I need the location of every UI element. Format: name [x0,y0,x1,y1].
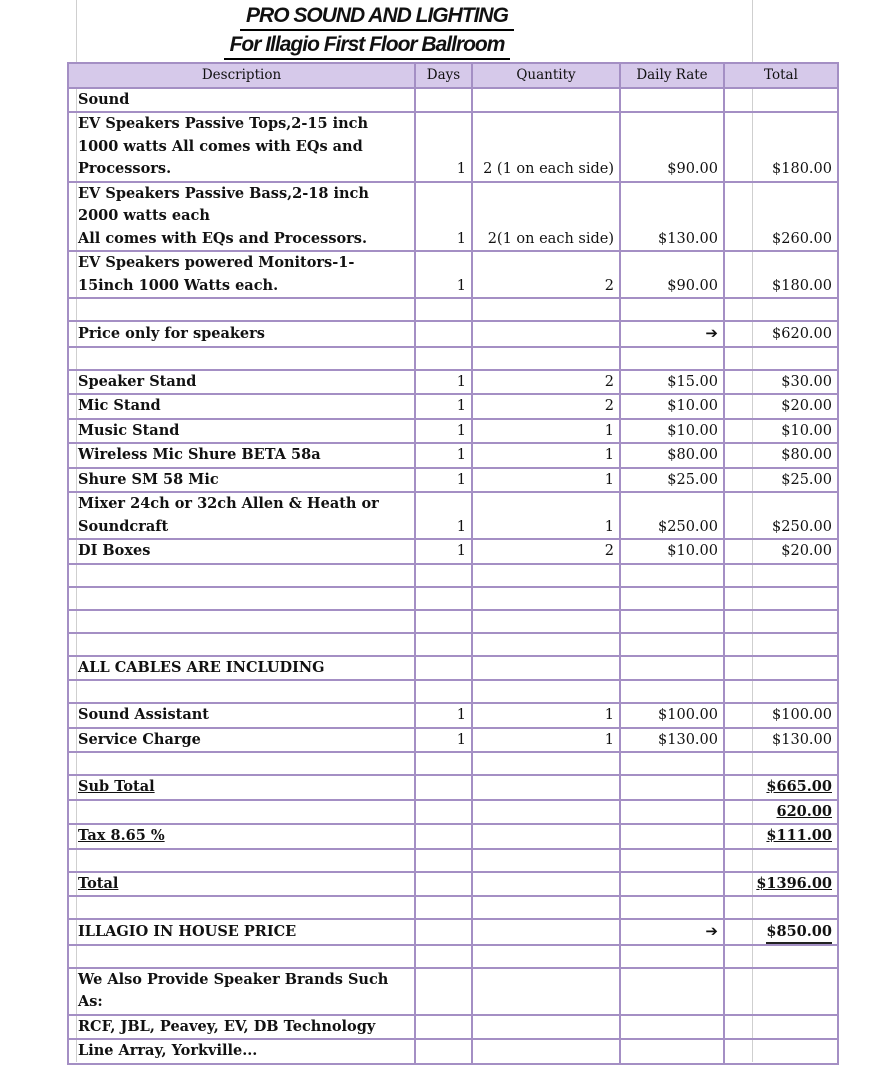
table-row [68,539,838,564]
item-rate: $90.00 [620,112,724,182]
total-row [68,872,838,897]
cables-note-row [68,656,838,681]
item-total: $260.00 [724,182,838,252]
table-row [68,443,838,468]
empty-row [68,633,838,656]
in-house-price-row [68,919,838,945]
item-quantity: 1 [472,492,620,539]
item-rate: $10.00 [620,539,724,564]
item-total: $80.00 [724,443,838,468]
speaker-price-total: $620.00 [724,321,838,347]
item-quantity: 2 [472,539,620,564]
in-house-price-value: $850.00 [766,922,832,944]
item-days: 1 [415,112,472,182]
subtotal-row [68,775,838,800]
speaker-price-row [68,321,838,347]
total-value: $1396.00 [756,874,832,892]
section-row-sound [68,88,838,113]
item-days: 1 [415,182,472,252]
item-days: 1 [415,251,472,298]
item-quantity: 2 [472,394,620,419]
in-house-price-label: ILLAGIO IN HOUSE PRICE [68,919,415,945]
item-description: EV Speakers Passive Bass,2-18 inch 2000 watts each All comes with EQs and Processors. [68,182,415,252]
total-label: Total [78,874,119,892]
tax-row [68,824,838,849]
empty-row [68,587,838,610]
section-label: Sound [68,88,415,113]
empty-row [68,298,838,321]
item-quantity: 2 [472,370,620,395]
speaker-price-label: Price only for speakers [68,321,415,347]
item-rate: $90.00 [620,251,724,298]
table-row [68,370,838,395]
empty-row [68,680,838,703]
item-total: $250.00 [724,492,838,539]
item-total: $20.00 [724,539,838,564]
item-rate: $130.00 [620,728,724,753]
arrow-right-icon: ➔ [705,922,718,940]
item-total: $100.00 [724,703,838,728]
item-days: 1 [415,443,472,468]
table-row [68,468,838,493]
table-row [68,728,838,753]
item-rate: $80.00 [620,443,724,468]
empty-row [68,610,838,633]
empty-row [68,347,838,370]
tax-value: $111.00 [766,827,832,844]
item-rate: $25.00 [620,468,724,493]
item-total: $30.00 [724,370,838,395]
empty-row [68,564,838,587]
item-rate: $15.00 [620,370,724,395]
item-description: Mic Stand [68,394,415,419]
brands-list: RCF, JBL, Peavey, EV, DB Technology [68,1015,415,1040]
item-description: Shure SM 58 Mic [68,468,415,493]
empty-row [68,896,838,919]
item-days: 1 [415,728,472,753]
item-total: $180.00 [724,112,838,182]
table-row [68,703,838,728]
item-days: 1 [415,492,472,539]
subtotal-value: $665.00 [766,778,832,795]
table-row [68,394,838,419]
item-days: 1 [415,468,472,493]
subtotal-label: Sub Total [78,778,155,795]
item-rate: $130.00 [620,182,724,252]
cables-note: ALL CABLES ARE INCLUDING [68,656,415,681]
item-description: EV Speakers powered Monitors-1- 15inch 1000 Watts each. [68,251,415,298]
brands-note: We Also Provide Speaker Brands Such As: [68,968,415,1015]
brands-list-more: Line Array, Yorkville... [68,1039,415,1064]
column-header-description: Description [68,63,415,88]
item-days: 1 [415,394,472,419]
header-row [68,63,838,88]
empty-row [68,945,838,968]
brands-row [68,1039,838,1064]
brands-row [68,1015,838,1040]
column-header-days: Days [415,63,472,88]
item-total: $180.00 [724,251,838,298]
item-days: 1 [415,703,472,728]
table-row [68,251,838,298]
item-quantity: 2 [472,251,620,298]
item-quantity: 1 [472,703,620,728]
item-total: $10.00 [724,419,838,444]
item-rate: $250.00 [620,492,724,539]
brands-row [68,968,838,1015]
document-title [68,2,658,60]
item-quantity: 1 [472,443,620,468]
item-description: EV Speakers Passive Tops,2-15 inch 1000 watts All comes with EQs and Processors. [68,112,415,182]
item-quantity: 1 [472,419,620,444]
item-quantity: 1 [472,728,620,753]
table-row [68,419,838,444]
item-description: Sound Assistant [68,703,415,728]
table-row [68,492,838,539]
item-rate: $10.00 [620,419,724,444]
title-line-2: For Illagio First Floor Ballroom [224,31,511,60]
item-quantity: 2(1 on each side) [472,182,620,252]
title-line-1: PRO SOUND AND LIGHTING [240,2,514,31]
column-header-quantity: Quantity [472,63,620,88]
item-quantity: 2 (1 on each side) [472,112,620,182]
item-description: Music Stand [68,419,415,444]
column-header-daily-rate: Daily Rate [620,63,724,88]
item-rate: $100.00 [620,703,724,728]
column-header-total: Total [724,63,838,88]
subtotal-adjusted-row [68,800,838,825]
item-description: Service Charge [68,728,415,753]
item-description: Speaker Stand [68,370,415,395]
empty-row [68,752,838,775]
item-days: 1 [415,370,472,395]
item-total: $20.00 [724,394,838,419]
table-row [68,182,838,252]
item-days: 1 [415,539,472,564]
item-description: Wireless Mic Shure BETA 58a [68,443,415,468]
arrow-right-icon: ➔ [705,324,718,342]
item-days: 1 [415,419,472,444]
item-description: Mixer 24ch or 32ch Allen & Heath or Soundcraft [68,492,415,539]
tax-label: Tax 8.65 % [78,827,165,844]
item-description: DI Boxes [68,539,415,564]
item-total: $25.00 [724,468,838,493]
empty-row [68,849,838,872]
item-quantity: 1 [472,468,620,493]
table-row [68,112,838,182]
quote-table [67,62,839,1065]
item-total: $130.00 [724,728,838,753]
subtotal-adjusted-value: 620.00 [776,802,832,820]
item-rate: $10.00 [620,394,724,419]
